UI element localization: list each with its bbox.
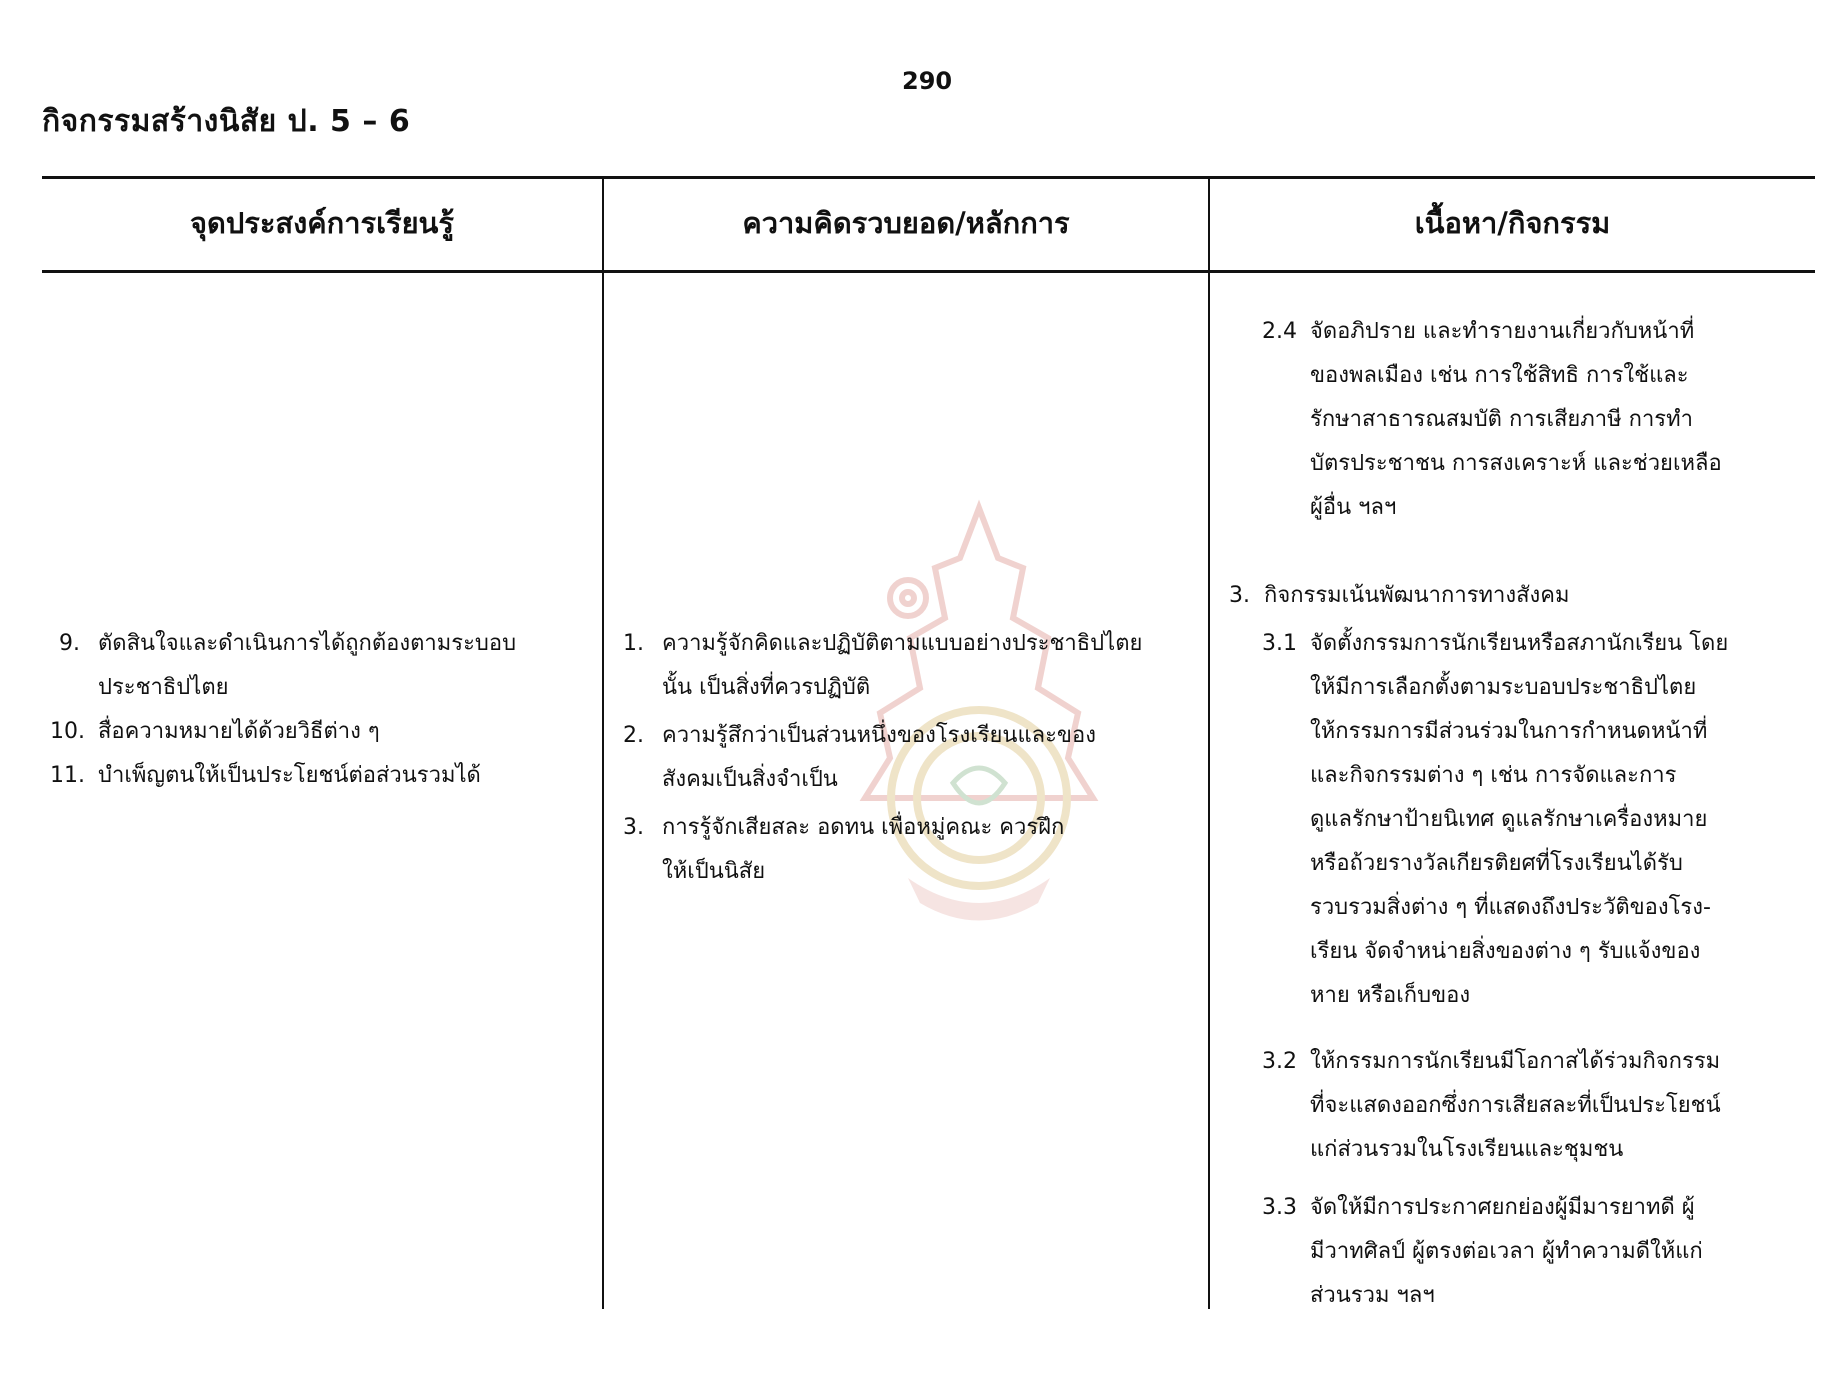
objective-item (50, 754, 590, 798)
table-header-rule (42, 270, 1815, 273)
objective-text-line: ตัดสินใจและดำเนินการได้ถูกต้องตามระบอบ (98, 631, 517, 656)
activity-item (1262, 1040, 1802, 1172)
concept-text-line: การรู้จักเสียสละ อดทน เพื่อหมู่คณะ ควรฝึก (662, 815, 1065, 840)
activity-text-line: ให้กรรมการนักเรียนมีโอกาสได้ร่วมกิจกรรม (1310, 1049, 1721, 1074)
activity-item (1262, 1186, 1802, 1318)
header-concepts: ความคิดรวบยอด/หลักการ (742, 206, 1070, 240)
concept-number: 3. (623, 815, 644, 840)
objective-number: 10. (50, 719, 85, 744)
activity-number: 3.2 (1262, 1049, 1297, 1074)
activity-number: 3. (1229, 583, 1250, 608)
activity-section-heading (1228, 574, 1798, 618)
header-activities: เนื้อหา/กิจกรรม (1414, 206, 1611, 240)
objective-number: 11. (50, 763, 85, 788)
page-title: กิจกรรมสร้างนิสัย ป. 5 – 6 (42, 104, 411, 139)
activity-item (1262, 622, 1802, 1018)
concept-item (622, 622, 1182, 710)
activity-text-line: บัตรประชาชน การสงเคราะห์ และช่วยเหลือ (1310, 451, 1722, 476)
header-objectives: จุดประสงค์การเรียนรู้ (190, 206, 454, 240)
activity-text-line: หาย หรือเก็บของ (1310, 983, 1471, 1008)
objective-number: 9. (59, 631, 80, 656)
activity-text-line: หรือถ้วยรางวัลเกียรติยศที่โรงเรียนได้รับ (1310, 851, 1683, 876)
concept-number: 2. (623, 723, 644, 748)
activity-text-line: ส่วนรวม ฯลฯ (1310, 1283, 1435, 1308)
activity-text-line: จัดตั้งกรรมการนักเรียนหรือสภานักเรียน โดย (1310, 631, 1729, 656)
objective-text-line: บำเพ็ญตนให้เป็นประโยชน์ต่อส่วนรวมได้ (98, 763, 481, 788)
objective-text-line: ประชาธิปไตย (98, 675, 229, 700)
activity-number: 3.1 (1262, 631, 1297, 656)
activity-item (1262, 310, 1802, 530)
concept-text-line: สังคมเป็นสิ่งจำเป็น (662, 767, 838, 792)
concept-item (622, 714, 1182, 802)
activity-text-line: แก่ส่วนรวมในโรงเรียนและชุมชน (1310, 1137, 1624, 1162)
activity-text-line: จัดให้มีการประกาศยกย่องผู้มีมารยาทดี ผู้ (1310, 1195, 1695, 1220)
activity-text-line: ให้มีการเลือกตั้งตามระบอบประชาธิปไตย (1310, 675, 1697, 700)
column-divider-1 (602, 176, 604, 1309)
page-number: 290 (902, 67, 953, 95)
activity-text-line: จัดอภิปราย และทำรายงานเกี่ยวกับหน้าที่ (1310, 319, 1695, 344)
objective-item (50, 710, 590, 754)
activity-text-line: กิจกรรมเน้นพัฒนาการทางสังคม (1264, 583, 1570, 608)
activity-text-line: มีวาทศิลป์ ผู้ตรงต่อเวลา ผู้ทำความดีให้แก่ (1310, 1239, 1703, 1264)
activity-text-line: รวบรวมสิ่งต่าง ๆ ที่แสดงถึงประวัติของโรง- (1310, 895, 1711, 920)
concept-number: 1. (623, 631, 644, 656)
objective-text-line: สื่อความหมายได้ด้วยวิธีต่าง ๆ (98, 719, 380, 744)
activity-text-line: เรียน จัดจำหน่ายสิ่งของต่าง ๆ รับแจ้งของ (1310, 939, 1701, 964)
objective-item (50, 622, 590, 710)
activity-text-line: ให้กรรมการมีส่วนร่วมในการกำหนดหน้าที่ (1310, 719, 1708, 744)
activity-number: 3.3 (1262, 1195, 1297, 1220)
concept-text-line: ความรู้สึกว่าเป็นส่วนหนึ่งของโรงเรียนและของ (662, 723, 1096, 748)
concept-text-line: นั้น เป็นสิ่งที่ควรปฏิบัติ (662, 675, 871, 700)
concept-item (622, 806, 1182, 894)
activity-text-line: ของพลเมือง เช่น การใช้สิทธิ การใช้และ (1310, 363, 1689, 388)
concept-text-line: ให้เป็นนิสัย (662, 859, 766, 884)
activity-text-line: และกิจกรรมต่าง ๆ เช่น การจัดและการ (1310, 763, 1677, 788)
activity-text-line: ที่จะแสดงออกซึ่งการเสียสละที่เป็นประโยชน์ (1310, 1093, 1721, 1118)
activity-text-line: รักษาสาธารณสมบัติ การเสียภาษี การทำ (1310, 407, 1693, 432)
activity-text-line: ดูแลรักษาป้ายนิเทศ ดูแลรักษาเครื่องหมาย (1310, 807, 1708, 832)
column-divider-2 (1208, 176, 1210, 1309)
concept-text-line: ความรู้จักคิดและปฏิบัติตามแบบอย่างประชาธิปไตย (662, 631, 1143, 656)
activity-text-line: ผู้อื่น ฯลฯ (1310, 495, 1397, 520)
activity-number: 2.4 (1262, 319, 1297, 344)
